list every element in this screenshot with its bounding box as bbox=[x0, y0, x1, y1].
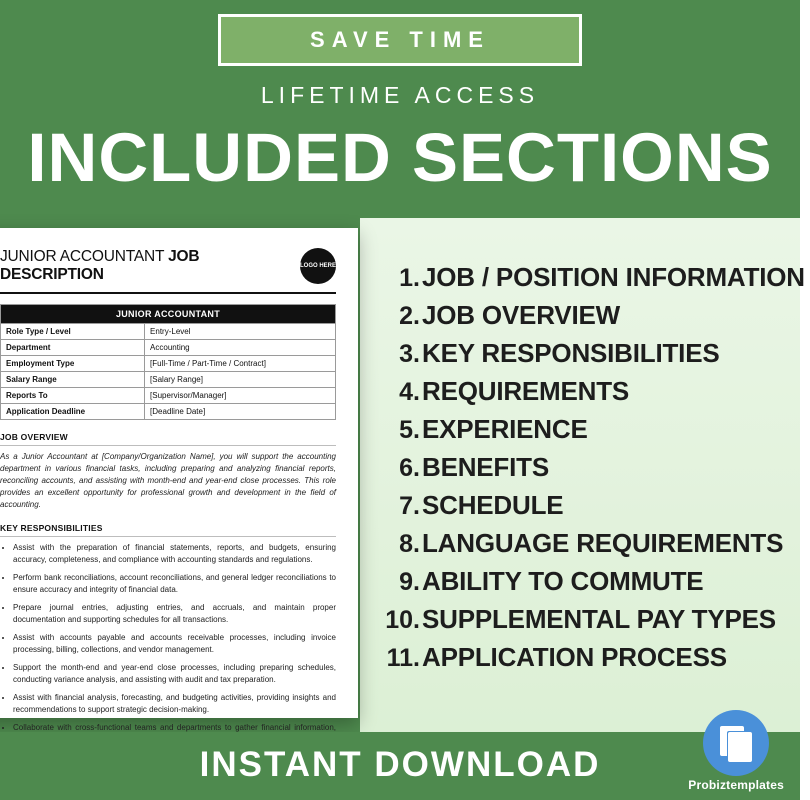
overview-paragraph: As a Junior Accountant at [Company/Organization Name], you will support the accounting department in various financial tasks, including preparing and analyzing financial reports, reconciling accounts, and assisting with month-end and year-end close processes. This role provides an excellent opportunity for professional growth and development in the field of accounting. bbox=[0, 452, 336, 509]
list-item: • Assist with the preparation of financial statements, reports, and budgets, ensuring accuracy, completeness, and compliance with accounting standards and regulations. bbox=[13, 542, 336, 565]
section-item-4 bbox=[380, 376, 810, 414]
title-divider bbox=[0, 292, 336, 294]
section-number: 10. bbox=[385, 606, 420, 634]
section-item-6 bbox=[380, 452, 810, 490]
overview-divider bbox=[0, 445, 336, 446]
save-time-badge bbox=[218, 14, 582, 66]
table-header-row bbox=[1, 305, 336, 324]
section-label: JOB OVERVIEW bbox=[422, 300, 620, 330]
overview-heading: JOB OVERVIEW bbox=[0, 432, 68, 442]
section-label: REQUIREMENTS bbox=[422, 376, 630, 406]
section-item-11 bbox=[380, 642, 810, 680]
table-cell-value: Entry-Level bbox=[145, 324, 336, 340]
list-item: • Assist with accounts payable and accounts receivable processes, including invoice processing, billing, collections, and vendor management. bbox=[13, 632, 336, 655]
table-cell-key: Department bbox=[1, 340, 145, 356]
table-cell-key: Role Type / Level bbox=[1, 324, 145, 340]
table-cell-key: Application Deadline bbox=[1, 404, 145, 420]
section-number: 4. bbox=[399, 378, 420, 406]
table-cell-value: [Supervisor/Manager] bbox=[145, 388, 336, 404]
document-preview bbox=[0, 228, 358, 732]
section-number: 3. bbox=[399, 340, 420, 368]
document-sheet-front bbox=[728, 732, 752, 762]
table-row bbox=[1, 404, 336, 420]
document-title-type: JOB DESCRIPTION bbox=[0, 248, 200, 283]
table-cell-key: Reports To bbox=[1, 388, 145, 404]
table-cell-value: Accounting bbox=[145, 340, 336, 356]
responsibilities-heading: KEY RESPONSIBILITIES bbox=[0, 523, 103, 533]
section-label: APPLICATION PROCESS bbox=[422, 642, 727, 672]
section-item-2 bbox=[380, 300, 810, 338]
section-item-10 bbox=[380, 604, 810, 642]
section-number: 7. bbox=[399, 492, 420, 520]
section-label: LANGUAGE REQUIREMENTS bbox=[422, 528, 784, 558]
section-number: 6. bbox=[399, 454, 420, 482]
section-number: 11. bbox=[386, 644, 420, 672]
list-item: • Assist with financial analysis, forecasting, and budgeting activities, providing insights and recommendations to support strategic decision-making. bbox=[13, 692, 336, 715]
table-cell-key: Salary Range bbox=[1, 372, 145, 388]
section-label: KEY RESPONSIBILITIES bbox=[422, 338, 720, 368]
section-item-3 bbox=[380, 338, 810, 376]
table-cell-value: [Deadline Date] bbox=[145, 404, 336, 420]
section-label: SCHEDULE bbox=[422, 490, 564, 520]
table-row bbox=[1, 388, 336, 404]
table-row bbox=[1, 340, 336, 356]
table-cell-key: Employment Type bbox=[1, 356, 145, 372]
logo-placeholder-badge: LOGO HERE bbox=[300, 248, 336, 284]
section-number: 2. bbox=[399, 302, 420, 330]
section-number: 8. bbox=[399, 530, 420, 558]
section-label: JOB / POSITION INFORMATION bbox=[422, 262, 805, 292]
instant-download-label: INSTANT DOWNLOAD bbox=[199, 745, 601, 784]
document-title-role: JUNIOR ACCOUNTANT bbox=[0, 248, 164, 265]
table-header-label: JUNIOR ACCOUNTANT bbox=[1, 305, 336, 324]
section-item-8 bbox=[380, 528, 810, 566]
section-item-7 bbox=[380, 490, 810, 528]
responsibilities-divider bbox=[0, 536, 336, 537]
included-sections-list bbox=[380, 262, 810, 680]
brand-name: Probiztemplates bbox=[688, 778, 784, 792]
list-item: • Collaborate with cross-functional teams and departments to gather financial information, bbox=[13, 722, 336, 745]
section-number: 5. bbox=[399, 416, 420, 444]
table-row bbox=[1, 324, 336, 340]
page-title: INCLUDED SECTIONS bbox=[27, 119, 773, 196]
section-item-5 bbox=[380, 414, 810, 452]
brand-mark bbox=[688, 710, 784, 792]
table-cell-value: [Salary Range] bbox=[145, 372, 336, 388]
responsibilities-list bbox=[13, 542, 336, 745]
table-cell-value: [Full-Time / Part-Time / Contract] bbox=[145, 356, 336, 372]
documents-icon bbox=[703, 710, 769, 776]
document-title-row bbox=[0, 248, 336, 284]
list-item: • Prepare journal entries, adjusting entries, and accruals, and maintain proper documentation and supporting schedules for all transactions. bbox=[13, 602, 336, 625]
section-label: EXPERIENCE bbox=[422, 414, 588, 444]
section-label: BENEFITS bbox=[422, 452, 549, 482]
section-label: ABILITY TO COMMUTE bbox=[422, 566, 704, 596]
list-item: • Perform bank reconciliations, account reconciliations, and general ledger reconciliations to ensure accuracy and integrity of financial data. bbox=[13, 572, 336, 595]
lifetime-access-label: LIFETIME ACCESS bbox=[260, 82, 540, 108]
list-item: • Support the month-end and year-end close processes, including preparing schedules, conducting variance analysis, and assisting with audit and tax preparation. bbox=[13, 662, 336, 685]
section-number: 1. bbox=[399, 264, 420, 292]
section-item-1 bbox=[380, 262, 810, 300]
table-row bbox=[1, 372, 336, 388]
table-row bbox=[1, 356, 336, 372]
save-time-label: SAVE TIME bbox=[310, 27, 490, 52]
section-item-9 bbox=[380, 566, 810, 604]
document-title bbox=[0, 248, 292, 284]
job-info-table bbox=[0, 304, 336, 420]
section-label: SUPPLEMENTAL PAY TYPES bbox=[422, 604, 776, 634]
section-number: 9. bbox=[399, 568, 420, 596]
